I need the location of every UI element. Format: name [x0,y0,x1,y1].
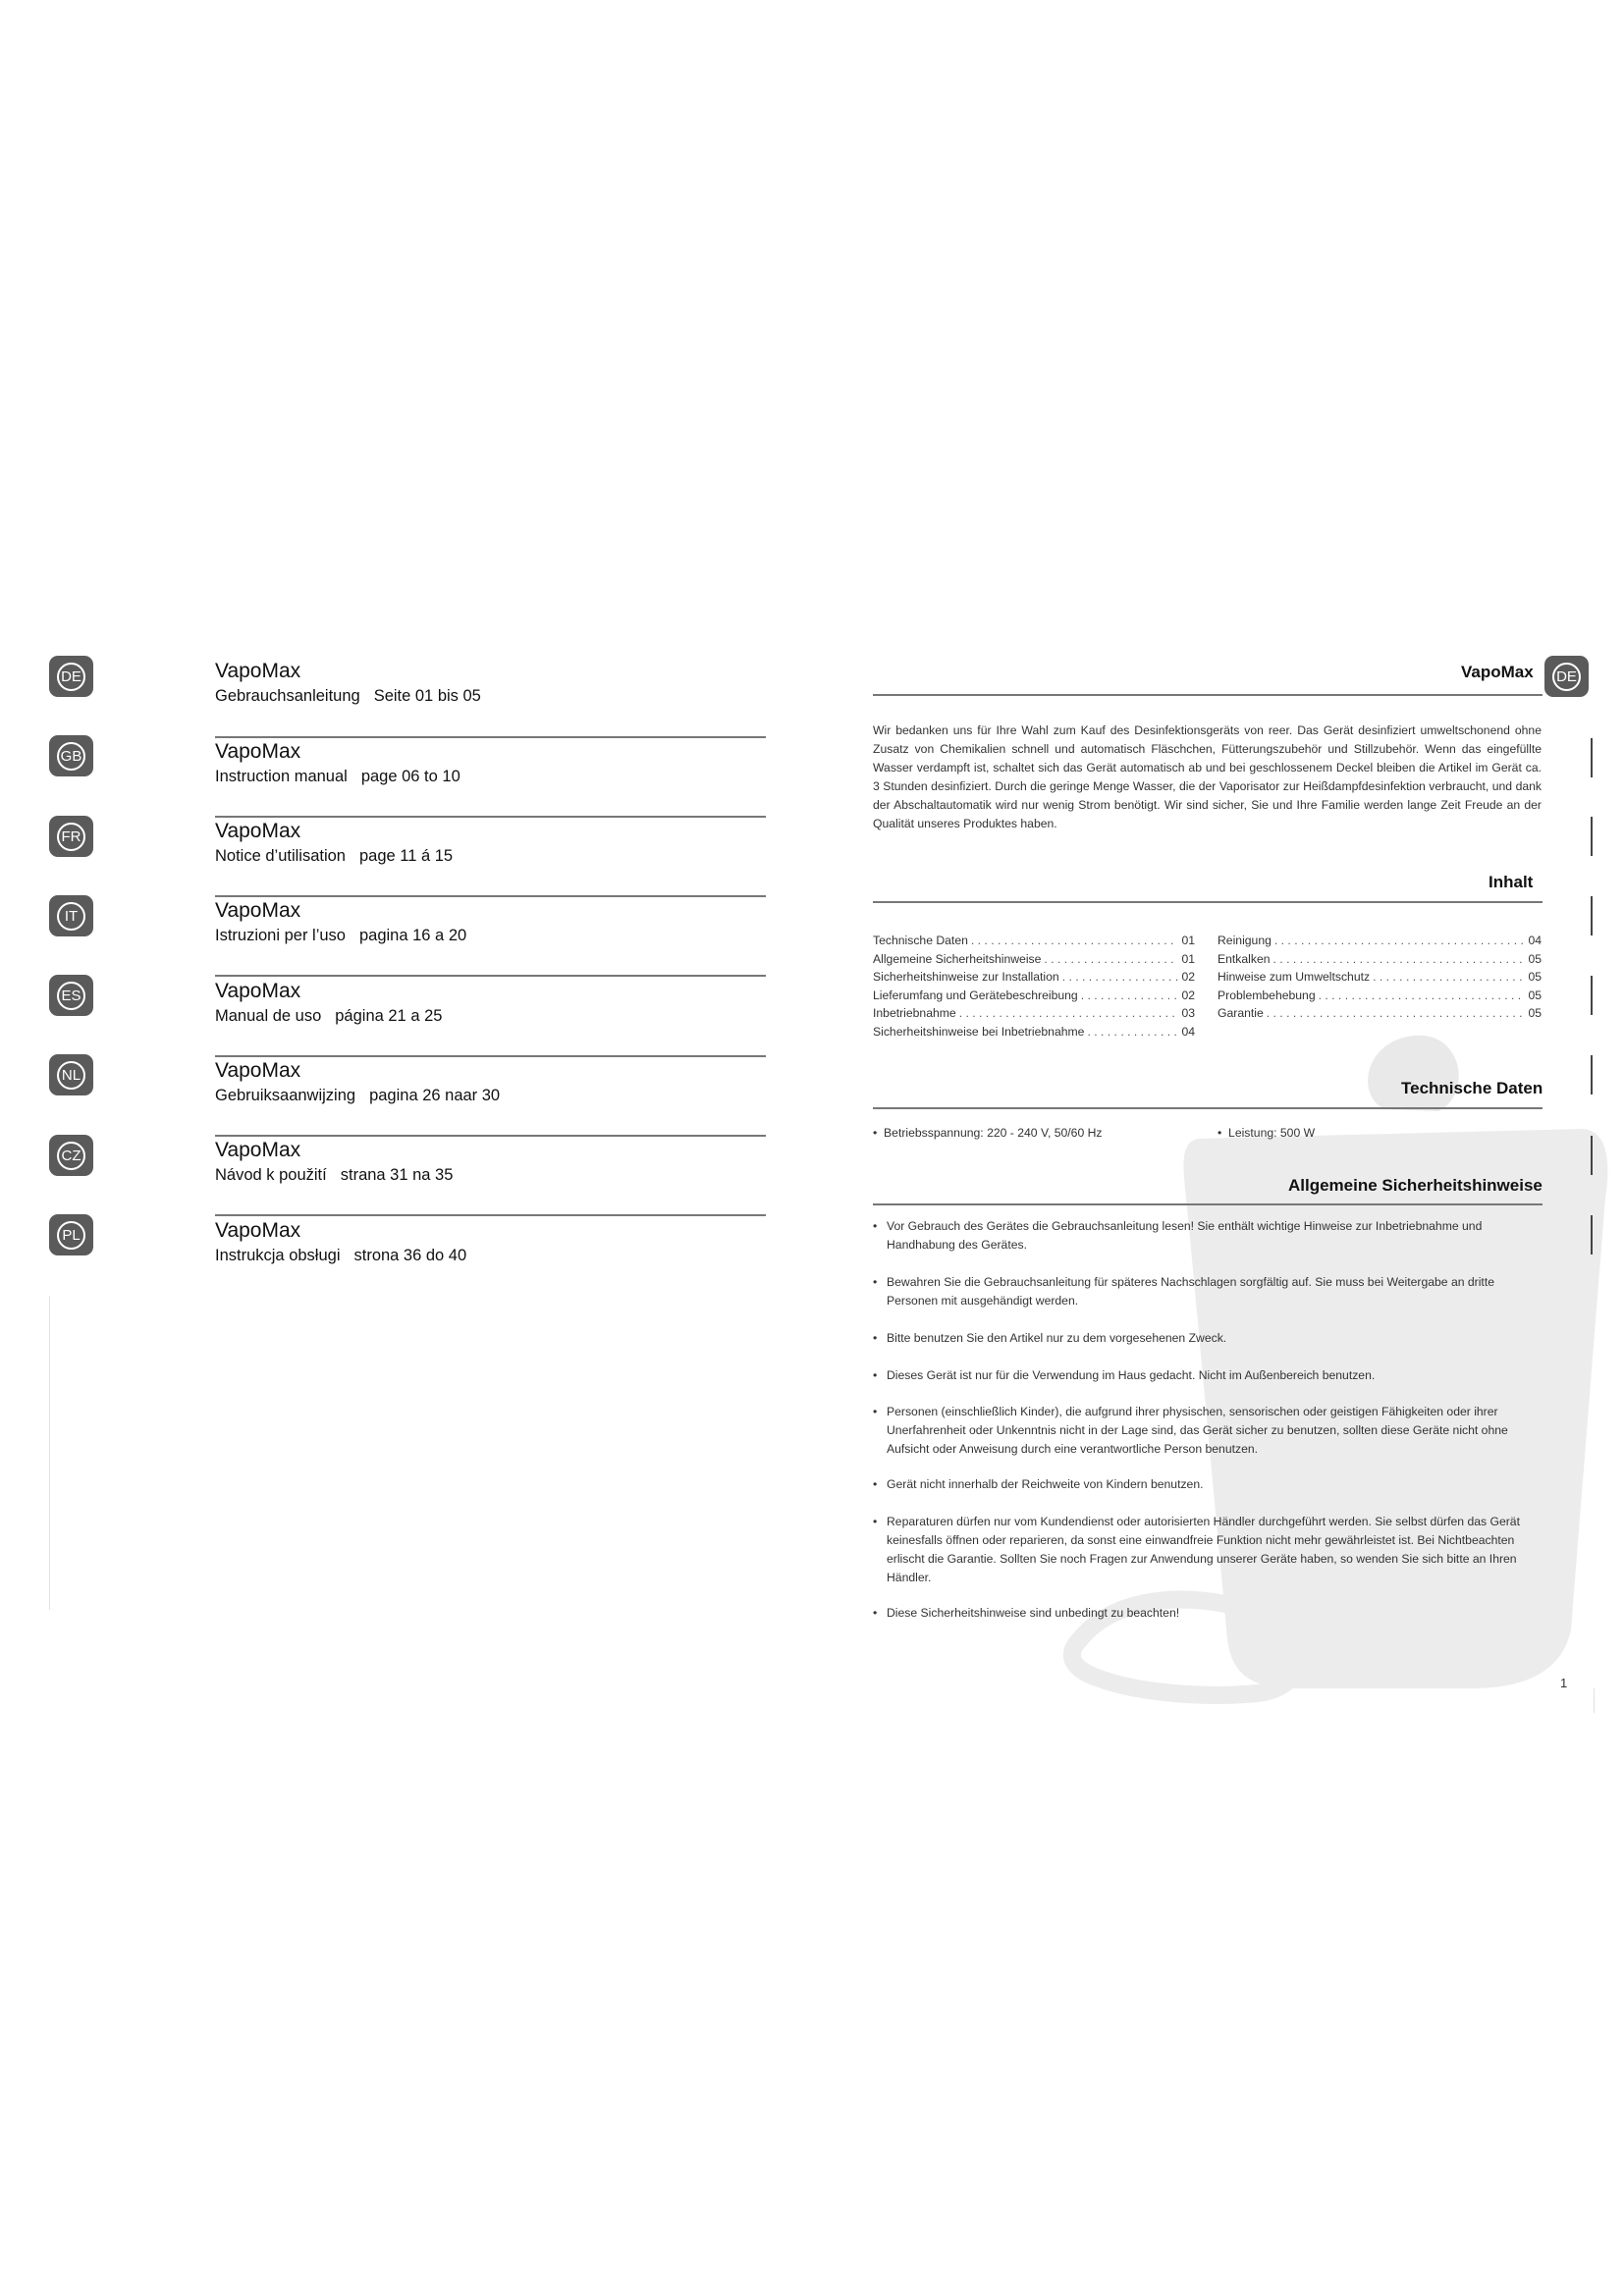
toc-entry[interactable]: Hinweise zum Umweltschutz . . . 05 [1218,968,1542,987]
divider [215,895,766,897]
toc-right [1218,932,1542,1023]
language-badge-pl [49,1214,93,1255]
product-name: VapoMax [215,980,301,1002]
language-entry-cz[interactable] [215,1139,453,1185]
language-entry-it[interactable] [215,899,466,945]
safety-item: • Diese Sicherheitshinweise sind unbedingt zu beachten! [873,1606,1180,1620]
safety-rule [873,1203,1543,1205]
page-number: 1 [1560,1676,1568,1690]
language-badge-es [49,975,93,1016]
divider [215,1214,766,1216]
toc-left [873,932,1195,1041]
language-code: NL [57,1061,85,1090]
page-range: Seite 01 bis 05 [373,687,481,705]
language-code: FR [57,823,85,851]
toc-entry[interactable]: Garantie . . . 05 [1218,1004,1542,1023]
language-entry-de[interactable] [215,660,481,706]
intro-paragraph: Wir bedanken uns für Ihre Wahl zum Kauf des Desinfektionsgeräts von reer. Das Gerät desinfiziert umweltschonend ohne Zusatz von Chemikalien schnell und automatisch Fläschchen, Fütterungszubehör und Stillzubehör. Wenn das eingefüllte Wasser verdampft ist, schaltet sich das Gerät automatisch ab und bei geschlossenem Deckel bleiben die Artikel im Gerät ca. 3 Stunden desinfiziert. Durch die geringe Menge Wasser, die der Vaporisator zur Heißdampfdesinfektion verbraucht, und dank der Abschaltautomatik wird nur wenig Strom benötigt. Wir sind sicher, Sie und Ihre Familie werden lange Zeit Freude an der Qualität unseres Produktes haben. [873,723,1542,830]
tech-item: • Betriebsspannung: 220 - 240 V, 50/60 Hz [873,1126,1103,1140]
contents-title: Inhalt [1489,873,1534,891]
page-edge-left [49,1296,50,1610]
manual-title: Gebrauchsanleitung [215,687,360,705]
edge-tab-mark [1591,896,1593,935]
divider [215,1135,766,1137]
header-rule [873,694,1543,696]
divider [215,736,766,738]
toc-entry[interactable]: Inbetriebnahme . . . 03 [873,1004,1195,1023]
language-entry-gb[interactable] [215,740,460,786]
safety-item: • Personen (einschließlich Kinder), die aufgrund ihrer physischen, sensorischen oder geistigen Fähigkeiten oder ihrer Unerfahrenheit oder Unkenntnis nicht in der Lage sind, das Gerät sicher zu benutzen, sollten diese Geräte nicht ohne Aufsicht oder Anweisung durch eine verantwortliche Person benutzen. [873,1405,1508,1456]
manual-title: Instruction manual [215,768,348,785]
divider [215,816,766,818]
toc-entry[interactable]: Problembehebung . . . 05 [1218,987,1542,1005]
product-name: VapoMax [215,740,301,763]
page-range: page 06 to 10 [360,768,460,785]
toc-entry[interactable]: Sicherheitshinweise zur Installation . . . 02 [873,968,1195,987]
toc-entry[interactable]: Technische Daten . . . 01 [873,932,1195,950]
language-entry-pl[interactable] [215,1219,466,1265]
manual-title: Istruzioni per l’uso [215,927,346,944]
manual-title: Notice d’utilisation [215,847,346,865]
manual-title: Instrukcja obsługi [215,1247,341,1264]
language-badge-nl [49,1054,93,1095]
edge-tab-mark [1591,1055,1593,1095]
language-code: GB [57,742,85,771]
edge-tab-mark [1591,1215,1593,1255]
language-badge-cz [49,1135,93,1176]
safety-item: • Gerät nicht innerhalb der Reichweite von Kindern benutzen. [873,1477,1204,1491]
product-header: VapoMax [1461,663,1534,681]
manual-title: Manual de uso [215,1007,322,1025]
page-range: strona 36 do 40 [353,1247,467,1264]
edge-tab-mark [1591,817,1593,856]
safety-item: • Bitte benutzen Sie den Artikel nur zu dem vorgesehenen Zweck. [873,1331,1227,1345]
page-range: pagina 26 naar 30 [369,1087,501,1104]
language-entry-fr[interactable] [215,820,453,866]
language-entry-es[interactable] [215,980,442,1026]
product-name: VapoMax [215,660,301,682]
product-name: VapoMax [215,1139,301,1161]
safety-item: • Reparaturen dürfen nur vom Kundendienst oder autorisierten Händler durchgeführt werden. Sie selbst dürfen das Gerät keinesfalls öffnen oder reparieren, da sonst eine einwandfreie Funktion nicht mehr gewährleistet ist. Bei Nichtbeachten erlischt die Garantie. Sollten Sie noch Fragen zur Anwendung unserer Geräte haben, so wenden Sie sich bitte an Ihren Händler. [873,1515,1520,1584]
divider [215,975,766,977]
product-name: VapoMax [215,1059,301,1082]
page-range: página 21 a 25 [335,1007,443,1025]
product-name: VapoMax [215,820,301,842]
edge-tab-mark [1591,738,1593,777]
language-badge-it [49,895,93,936]
safety-title: Allgemeine Sicherheitshinweise [1288,1176,1543,1195]
language-code: PL [57,1221,85,1250]
language-badge-de [49,656,93,697]
language-badge-gb [49,735,93,776]
language-code: ES [57,982,85,1010]
section-badge-de [1544,656,1589,697]
manual-title: Gebruiksaanwijzing [215,1087,356,1104]
page-range: page 11 á 15 [358,847,454,865]
language-entry-nl[interactable] [215,1059,500,1105]
page-range: strana 31 na 35 [340,1166,454,1184]
manual-title: Návod k použití [215,1166,327,1184]
toc-entry[interactable]: Reinigung . . . 04 [1218,932,1542,950]
toc-entry[interactable]: Lieferumfang und Gerätebeschreibung . . . 02 [873,987,1195,1005]
language-badge-fr [49,816,93,857]
tech-data-rule [873,1107,1543,1109]
toc-entry[interactable]: Entkalken . . . 05 [1218,950,1542,969]
tech-data-title: Technische Daten [1401,1079,1543,1097]
safety-item: • Vor Gebrauch des Gerätes die Gebrauchsanleitung lesen! Sie enthält wichtige Hinweise zur Inbetriebnahme und Handhabung des Gerätes. [873,1219,1483,1252]
toc-entry[interactable]: Sicherheitshinweise bei Inbetriebnahme . . . 04 [873,1023,1195,1041]
toc-entry[interactable]: Allgemeine Sicherheitshinweise . . . 01 [873,950,1195,969]
page-range: pagina 16 a 20 [358,927,467,944]
contents-rule [873,901,1543,903]
language-code: DE [57,663,85,691]
language-code: IT [57,902,85,931]
product-name: VapoMax [215,899,301,922]
safety-item: • Dieses Gerät ist nur für die Verwendung im Haus gedacht. Nicht im Außenbereich benutzen. [873,1368,1376,1382]
safety-item: • Bewahren Sie die Gebrauchsanleitung für späteres Nachschlagen sorgfältig auf. Sie muss bei Weitergabe an dritte Personen mit ausgehändigt werden. [873,1275,1494,1308]
divider [215,1055,766,1057]
language-code: CZ [57,1142,85,1170]
product-name: VapoMax [215,1219,301,1242]
edge-tab-mark [1591,1136,1593,1175]
tech-item: • Leistung: 500 W [1218,1126,1316,1140]
edge-tab-mark [1591,976,1593,1015]
section-code: DE [1552,663,1581,691]
